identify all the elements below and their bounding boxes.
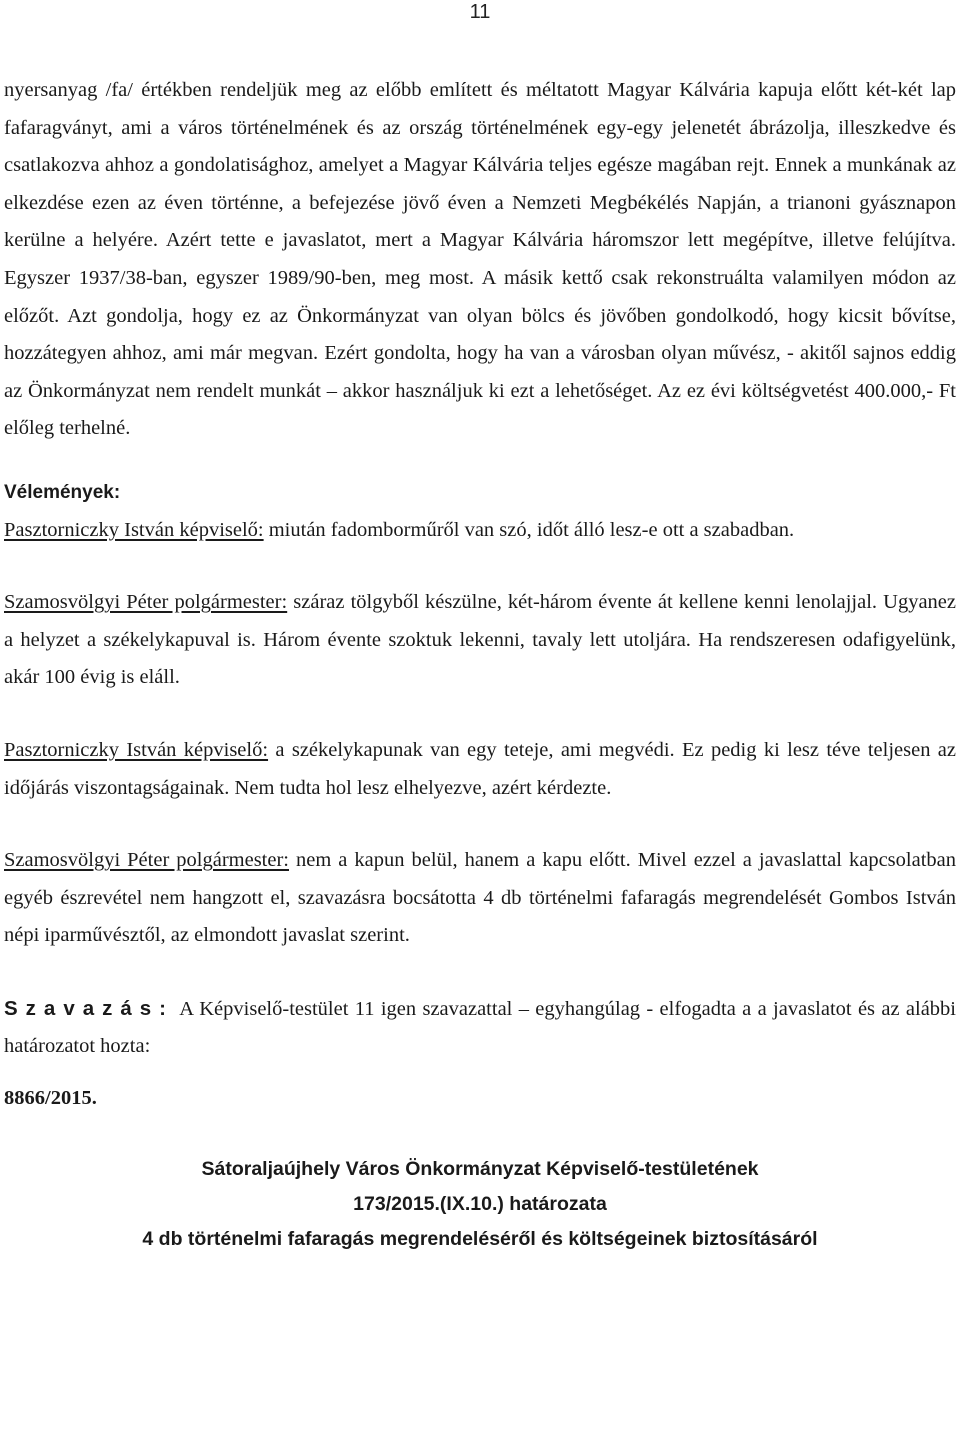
opinion-entry bbox=[4, 842, 956, 955]
vote-paragraph bbox=[4, 990, 956, 1066]
page-number: 11 bbox=[469, 1, 491, 23]
speaker-name: Szamosvölgyi Péter polgármester: bbox=[4, 849, 289, 872]
resolution-title bbox=[4, 1152, 956, 1257]
intro-paragraph: nyersanyag /fa/ értékben rendeljük meg az előbb említett és méltatott Magyar Kálvária kapuja előtt két-két lap fafaragványt, ami a város történelmének és az ország történelmének egy-egy jelenetét ábrázolja, illeszkedve és csatlakozva ahhoz a gondolatisághoz, amelyet a Magyar Kálvária teljes egésze magában rejt. Ennek a munkának az elkezdése ezen az éven történne, a befejezése jövő éven a Nemzeti Megbékélés Napján, a trianoni gyásznapon kerülne a helyére. Azért tette e javaslatot, mert a Magyar Kálvária háromszor lett megépítve, illetve felújítva. Egyszer 1937/38-ban, egyszer 1989/90-ben, meg most. A másik kettő csak rekonstruálta valamilyen módon az előzőt. Azt gondolja, hogy ez az Önkormányzat van olyan bölcs és jövőben gondolkodó, hogy kicsit bővítse, hozzátegyen ahhoz, ami már megvan. Ezért gondolta, hogy ha van a városban olyan művész, - akitől sajnos eddig az Önkormányzat nem rendelt munkát – akkor használjuk ki ezt a lehetőséget. Az ez évi költségvetést 400.000,- Ft előleg terhelné. bbox=[4, 79, 956, 440]
vote-text: A Képviselő-testület 11 igen szavazattal – egyhangúlag - elfogadta a a javaslatot és az alábbi határozatot hozta: bbox=[4, 997, 956, 1058]
opinion-text: száraz tölgyből készülne, két-három évente át kellene kenni lenolajjal. Ugyanez a helyzet a székelykapuval is. Három évente szoktuk lekenni, tavaly lett utoljára. Ha rendszeresen odafigyelünk, akár 100 évig is eláll. bbox=[4, 591, 956, 689]
speaker-name: Pasztorniczky István képviselő: bbox=[4, 518, 264, 541]
speaker-name: Pasztorniczky István képviselő: bbox=[4, 738, 269, 761]
opinion-entry bbox=[4, 584, 956, 697]
document-body bbox=[4, 72, 956, 1257]
opinion-text: miután fadomborműről van szó, időt álló lesz-e ott a szabadban. bbox=[263, 518, 795, 541]
decision-number: 8866/2015. bbox=[4, 1087, 97, 1110]
resolution-line-2: 173/2015.(IX.10.) határozata bbox=[353, 1192, 607, 1215]
vote-label: Szavazás: bbox=[4, 996, 175, 1020]
opinion-text: nem a kapun belül, hanem a kapu előtt. Mivel ezzel a javaslattal kapcsolatban egyéb észrevétel nem hangzott el, szavazásra bocsátotta 4 db történelmi fafaragás megrendelését Gombos István népi iparművésztől, az elmondott javaslat szerint. bbox=[4, 849, 956, 947]
opinion-entry bbox=[4, 732, 956, 807]
speaker-name: Szamosvölgyi Péter polgármester: bbox=[4, 591, 288, 614]
resolution-line-1: Sátoraljaújhely Város Önkormányzat Képviselő-testületének bbox=[201, 1157, 759, 1180]
opinion-text: a székelykapunak van egy teteje, ami megvédi. Ez pedig ki lesz téve teljesen az időjárás viszontagságainak. Nem tudta hol lesz elhelyezve, azért kérdezte. bbox=[4, 738, 956, 799]
opinions-heading: Vélemények: bbox=[4, 481, 121, 503]
opinion-entry bbox=[4, 512, 956, 550]
resolution-line-3: 4 db történelmi fafaragás megrendeléséről és költségeinek biztosításáról bbox=[142, 1227, 818, 1250]
